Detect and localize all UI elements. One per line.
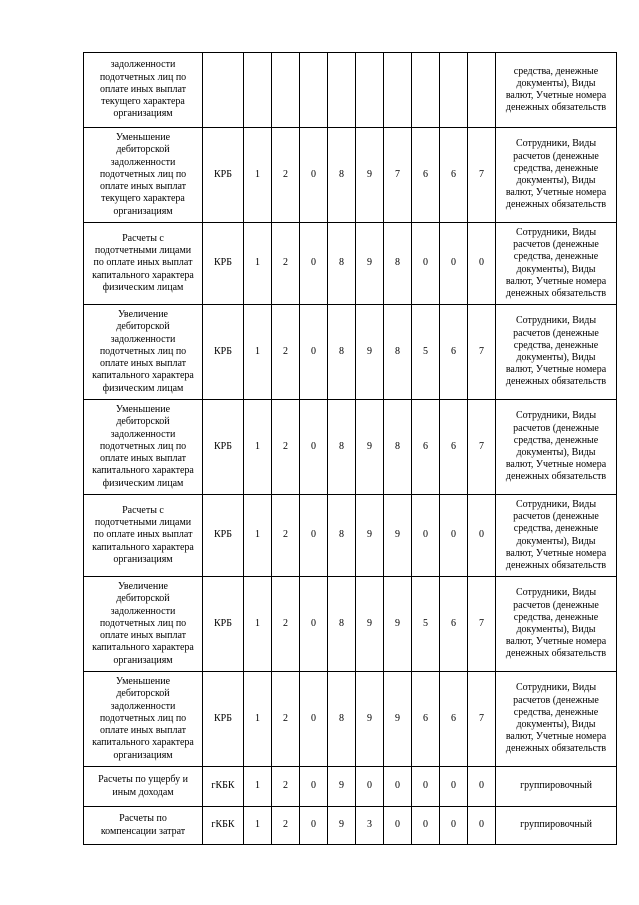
account-name-cell: Увеличение дебиторской задолженности подотчетных лиц по оплате иных выплат капитального характера организациям <box>84 577 203 672</box>
account-digit-cell: 6 <box>440 305 468 400</box>
account-name-cell: Уменьшение дебиторской задолженности подотчетных лиц по оплате иных выплат капитального характера физическим лицам <box>84 400 203 495</box>
account-digit-cell: 0 <box>300 223 328 305</box>
table-row <box>84 495 617 577</box>
account-type-cell: КРБ <box>203 400 244 495</box>
account-digit-cell: 7 <box>468 577 496 672</box>
account-digit-cell: 0 <box>412 807 440 845</box>
account-digit-cell: 0 <box>300 128 328 223</box>
account-digit-cell: 0 <box>468 223 496 305</box>
account-digit-cell: 0 <box>300 577 328 672</box>
account-digit-cell: 8 <box>328 577 356 672</box>
analytics-cell: группировочный <box>496 767 617 807</box>
account-digit-cell: 1 <box>244 400 272 495</box>
account-name-cell: Увеличение дебиторской задолженности подотчетных лиц по оплате иных выплат капитального характера физическим лицам <box>84 305 203 400</box>
accounts-table <box>83 52 617 845</box>
account-digit-cell: 7 <box>468 672 496 767</box>
account-digit-cell: 0 <box>440 807 468 845</box>
account-digit-cell: 8 <box>328 495 356 577</box>
account-digit-cell: 6 <box>440 672 468 767</box>
account-digit-cell: 0 <box>300 495 328 577</box>
account-digit-cell: 8 <box>384 223 412 305</box>
account-digit-cell: 2 <box>272 305 300 400</box>
table-row <box>84 807 617 845</box>
account-digit-cell: 0 <box>440 495 468 577</box>
account-digit-cell: 1 <box>244 807 272 845</box>
analytics-cell: средства, денежные документы), Виды валют, Учетные номера денежных обязательств <box>496 53 617 128</box>
account-digit-cell: 9 <box>356 495 384 577</box>
account-digit-cell: 9 <box>356 400 384 495</box>
account-digit-cell: 7 <box>468 400 496 495</box>
account-digit-cell: 8 <box>328 223 356 305</box>
account-digit-cell: 9 <box>384 495 412 577</box>
account-type-cell: КРБ <box>203 305 244 400</box>
account-digit-cell: 0 <box>468 495 496 577</box>
table-row <box>84 305 617 400</box>
account-name-cell: Уменьшение дебиторской задолженности подотчетных лиц по оплате иных выплат капитального характера организациям <box>84 672 203 767</box>
account-digit-cell: 0 <box>440 767 468 807</box>
account-type-cell: КРБ <box>203 223 244 305</box>
account-digit-cell: 0 <box>412 495 440 577</box>
account-name-cell: Расчеты по ущербу и иным доходам <box>84 767 203 807</box>
account-digit-cell: 7 <box>384 128 412 223</box>
account-digit-cell: 6 <box>412 672 440 767</box>
account-digit-cell: 8 <box>384 305 412 400</box>
account-digit-cell <box>328 53 356 128</box>
account-digit-cell: 9 <box>328 767 356 807</box>
account-type-cell: КРБ <box>203 672 244 767</box>
table-row <box>84 128 617 223</box>
account-digit-cell: 9 <box>356 672 384 767</box>
account-digit-cell: 1 <box>244 672 272 767</box>
account-digit-cell: 9 <box>328 807 356 845</box>
account-digit-cell: 8 <box>328 400 356 495</box>
account-digit-cell <box>384 53 412 128</box>
account-digit-cell: 6 <box>440 577 468 672</box>
analytics-cell: Сотрудники, Виды расчетов (денежные средства, денежные документы), Виды валют, Учетные номера денежных обязательств <box>496 223 617 305</box>
account-digit-cell: 0 <box>412 767 440 807</box>
account-digit-cell: 0 <box>300 767 328 807</box>
account-digit-cell <box>356 53 384 128</box>
account-type-cell <box>203 53 244 128</box>
account-digit-cell: 1 <box>244 223 272 305</box>
table-row <box>84 53 617 128</box>
account-digit-cell: 6 <box>440 128 468 223</box>
account-digit-cell: 9 <box>356 305 384 400</box>
account-digit-cell <box>300 53 328 128</box>
account-type-cell: КРБ <box>203 495 244 577</box>
account-digit-cell: 0 <box>384 807 412 845</box>
account-type-cell: КРБ <box>203 577 244 672</box>
account-digit-cell: 0 <box>300 672 328 767</box>
account-name-cell: Уменьшение дебиторской задолженности подотчетных лиц по оплате иных выплат текущего характера организациям <box>84 128 203 223</box>
account-digit-cell: 8 <box>328 305 356 400</box>
account-digit-cell: 7 <box>468 305 496 400</box>
table-row <box>84 223 617 305</box>
account-digit-cell <box>244 53 272 128</box>
account-digit-cell <box>468 53 496 128</box>
account-digit-cell: 2 <box>272 577 300 672</box>
table-row <box>84 400 617 495</box>
account-digit-cell: 1 <box>244 128 272 223</box>
account-name-cell: Расчеты с подотчетными лицами по оплате иных выплат капитального характера организациям <box>84 495 203 577</box>
account-digit-cell: 0 <box>384 767 412 807</box>
analytics-cell: Сотрудники, Виды расчетов (денежные средства, денежные документы), Виды валют, Учетные номера денежных обязательств <box>496 128 617 223</box>
account-digit-cell: 9 <box>356 128 384 223</box>
account-digit-cell: 1 <box>244 767 272 807</box>
account-digit-cell: 5 <box>412 577 440 672</box>
account-digit-cell: 9 <box>384 577 412 672</box>
account-digit-cell: 8 <box>328 672 356 767</box>
account-digit-cell: 9 <box>356 223 384 305</box>
table-row <box>84 577 617 672</box>
account-name-cell: Расчеты по компенсации затрат <box>84 807 203 845</box>
account-digit-cell: 2 <box>272 128 300 223</box>
account-digit-cell <box>440 53 468 128</box>
account-digit-cell: 0 <box>412 223 440 305</box>
account-digit-cell: 6 <box>412 400 440 495</box>
account-digit-cell: 2 <box>272 223 300 305</box>
account-type-cell: КРБ <box>203 128 244 223</box>
account-digit-cell: 0 <box>356 767 384 807</box>
account-digit-cell <box>412 53 440 128</box>
account-type-cell: гКБК <box>203 807 244 845</box>
account-name-cell: задолженности подотчетных лиц по оплате иных выплат текущего характера организациям <box>84 53 203 128</box>
account-digit-cell: 2 <box>272 767 300 807</box>
account-digit-cell: 0 <box>440 223 468 305</box>
account-digit-cell: 0 <box>300 807 328 845</box>
account-digit-cell: 5 <box>412 305 440 400</box>
table-row <box>84 767 617 807</box>
analytics-cell: Сотрудники, Виды расчетов (денежные средства, денежные документы), Виды валют, Учетные номера денежных обязательств <box>496 577 617 672</box>
account-digit-cell: 7 <box>468 128 496 223</box>
account-digit-cell: 0 <box>468 807 496 845</box>
analytics-cell: группировочный <box>496 807 617 845</box>
account-digit-cell: 0 <box>300 400 328 495</box>
account-digit-cell: 2 <box>272 807 300 845</box>
account-digit-cell: 0 <box>468 767 496 807</box>
account-digit-cell: 9 <box>384 672 412 767</box>
account-digit-cell: 6 <box>412 128 440 223</box>
account-digit-cell: 2 <box>272 495 300 577</box>
account-digit-cell: 6 <box>440 400 468 495</box>
account-digit-cell: 2 <box>272 400 300 495</box>
account-digit-cell: 8 <box>328 128 356 223</box>
analytics-cell: Сотрудники, Виды расчетов (денежные средства, денежные документы), Виды валют, Учетные номера денежных обязательств <box>496 495 617 577</box>
table-row <box>84 672 617 767</box>
account-digit-cell: 1 <box>244 577 272 672</box>
account-digit-cell: 1 <box>244 305 272 400</box>
analytics-cell: Сотрудники, Виды расчетов (денежные средства, денежные документы), Виды валют, Учетные номера денежных обязательств <box>496 400 617 495</box>
table-body <box>84 53 617 845</box>
account-name-cell: Расчеты с подотчетными лицами по оплате иных выплат капитального характера физическим лицам <box>84 223 203 305</box>
account-digit-cell: 1 <box>244 495 272 577</box>
account-digit-cell: 8 <box>384 400 412 495</box>
account-digit-cell: 2 <box>272 672 300 767</box>
analytics-cell: Сотрудники, Виды расчетов (денежные средства, денежные документы), Виды валют, Учетные номера денежных обязательств <box>496 305 617 400</box>
account-digit-cell: 3 <box>356 807 384 845</box>
account-digit-cell: 9 <box>356 577 384 672</box>
account-digit-cell: 0 <box>300 305 328 400</box>
analytics-cell: Сотрудники, Виды расчетов (денежные средства, денежные документы), Виды валют, Учетные номера денежных обязательств <box>496 672 617 767</box>
account-digit-cell <box>272 53 300 128</box>
account-type-cell: гКБК <box>203 767 244 807</box>
